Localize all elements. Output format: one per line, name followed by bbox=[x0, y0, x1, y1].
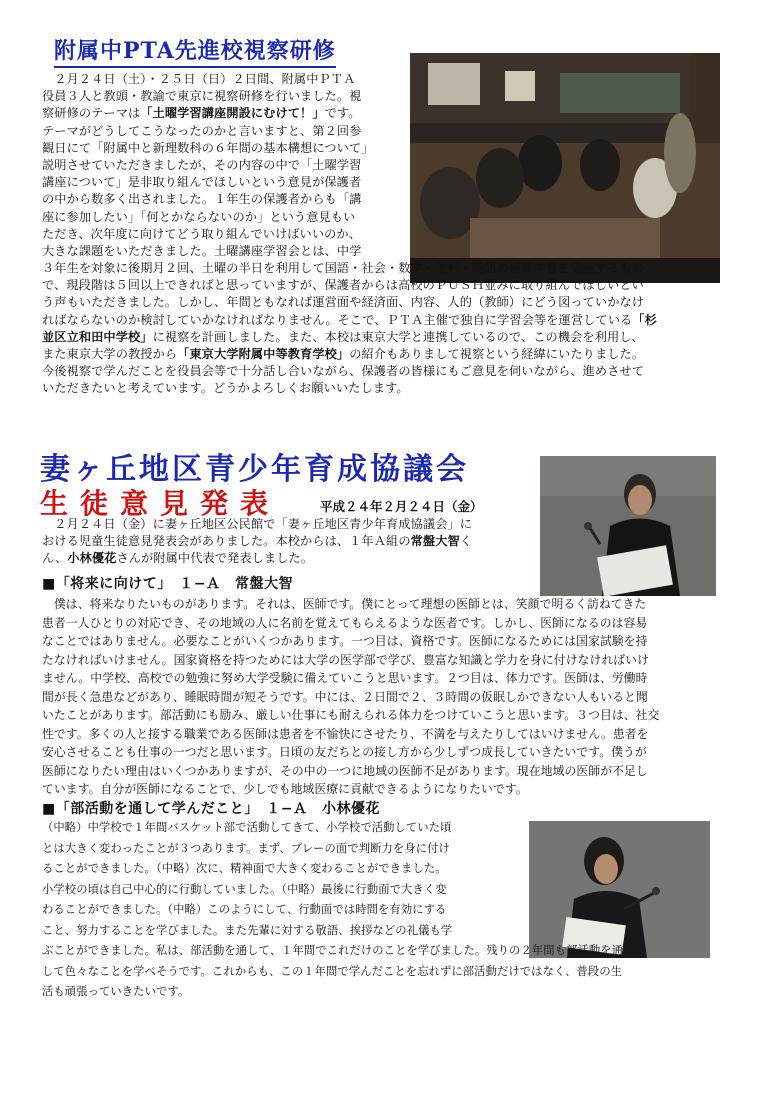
article1-wrapped-paragraph bbox=[42, 71, 414, 260]
classroom-photo bbox=[410, 53, 720, 283]
speech2-line-6: こと、努力することを学びました。また先輩に対する敬語、挨拶などの礼儀も学 bbox=[42, 923, 453, 937]
article1-line-1: ２月２４日（土）・２５日（日）２日間、附属中ＰＴＡ bbox=[42, 72, 356, 86]
article1-closing-line-2: いただきたいと考えています。どうかよろしくお願いいたします。 bbox=[42, 381, 409, 396]
article2-intro-line-2-prefix: おける児童生徒意見発表会がありました。本校からは、１年Ａ組の bbox=[42, 534, 411, 549]
speech1-line-7: いたことがあります。部活動にも励み、厳しい仕事にも耐えられる体力をつけていこうと思います。３つ目は、社交 bbox=[42, 708, 660, 722]
speaker2-photo-image bbox=[529, 821, 710, 958]
article2-intro-line-3 bbox=[42, 550, 542, 567]
article2-subtitle: 生徒意見発表 bbox=[40, 487, 281, 520]
article2-intro-line-3-suffix: さんが附属中代表で発表しました。 bbox=[116, 551, 314, 566]
speech1-line-3: なことではありません。必要なことがいくつかあります。一つ目は、資格です。医師になるためには国家試験を持 bbox=[42, 634, 648, 648]
speech1-line-4: たなければいけません。国家資格を持つためには大学の医学部で学び、豊富な知識と学力を身に付けなければいけ bbox=[42, 652, 649, 667]
speech1-line-6: 間が長く急患などがあり、睡眠時間が短そうです。中には、２日間で２、３時間の仮眠しかできない人もいると聞 bbox=[42, 689, 648, 704]
student2-name: 小林優花 bbox=[67, 551, 117, 566]
speech2-full-line-1: ぶことができました。私は、部活動を通して、１年間でこれだけのことを学びました。残りの２年間も部活動を通 bbox=[42, 944, 624, 957]
speaker2-photo bbox=[529, 821, 710, 958]
article1-closing-line-1: 今後視察で学んだことを役員会等で十分話し合いながら、保護者の皆様にもご意見を伺いながら、進めさせて bbox=[42, 364, 645, 379]
speech1-line-8: 性です。多くの人と接する職業である医師は患者を不愉快にさせたり、不満を与えたりしてはいけません。患者を bbox=[42, 726, 649, 741]
article1-school2-prefix: また東京大学の教授から bbox=[42, 347, 178, 362]
article2-intro-line-3-prefix: ん、 bbox=[42, 551, 68, 566]
article1-line-3-text: 察研修のテーマは bbox=[42, 106, 141, 121]
article1-line-3 bbox=[42, 105, 414, 122]
speech2-heading: ■「部活動を通して学んだこと」 １−Ａ 小林優花 bbox=[42, 801, 380, 817]
speech2-full bbox=[42, 941, 732, 1003]
speech1-line-5: ません。中学校、高校での勉強に努め大学受験に備えていこうと思います。２つ目は、体力です。医師は、労働時 bbox=[42, 671, 648, 685]
article1-full-paragraph bbox=[42, 260, 732, 398]
speech2-full-line-2: して色々なことを学べそうです。これからも、この１年間で学んだことを忘れずに部活動だけではなく、普段の生 bbox=[42, 964, 623, 978]
article1-school2-suffix: の紹介もありまして視察という経緯にいたりました。 bbox=[349, 347, 645, 362]
article1-full-line-4-text: ればならないのか検討していかなければなりません。そこで、ＰＴＡ主催で独自に学習会等を運営している bbox=[42, 312, 633, 327]
article1-full-line-6 bbox=[42, 346, 732, 363]
article1-theme-suffix: です。 bbox=[324, 106, 361, 121]
article1-line-5: 観日にて「附属中と新理数科の６年間の基本構想について」 bbox=[42, 140, 374, 155]
school1-name-part1: 「杉 bbox=[632, 312, 657, 327]
speech1-line-9: 安心させることも仕事の一つだと思います。日頃の友だちとの接し方から少しずつ成長していきたいです。僕うが bbox=[42, 745, 647, 759]
article1-after-school1: に視察を計画しました。また、本校は東京大学と連携しているので、この機会を利用し、 bbox=[152, 329, 644, 344]
article2-title: 妻ヶ丘地区青少年育成協議会 bbox=[40, 452, 469, 487]
speech1-body bbox=[42, 595, 732, 799]
speech2-line-2: とは大きく変わったことが３つあります。まず、プレーの面で判断力を身に付け bbox=[42, 841, 450, 855]
article2-intro bbox=[42, 516, 542, 568]
article2-intro-line-2-suffix: く bbox=[459, 534, 473, 549]
article2-intro-line-1: ２月２４日（金）に妻ヶ丘地区公民館で「妻ヶ丘地区青少年育成協議会」に bbox=[42, 517, 473, 531]
speech2-full-line-3: 活も頑張っていきたいです。 bbox=[42, 985, 190, 998]
seminar-theme: 「土曜学習講座開設にむけて！」 bbox=[140, 106, 325, 121]
article1-line-10: ただき、次年度に向けてどう取り組んでいけばいいのか、 bbox=[42, 226, 361, 241]
speech2-wrapped bbox=[42, 818, 532, 941]
speech1-line-1: 僕は、将来なりたいものがあります。それは、医師です。僕にとって理想の医師とは、笑顔で明るく訪ねてきた bbox=[42, 597, 647, 611]
article1-line-7: 講座について」是非取り組んでほしいという意見が保護者 bbox=[42, 175, 362, 190]
article1-title: 附属中PTA先進校視察研修 bbox=[54, 34, 336, 68]
article1-line-2: 役員３人と教頭・教諭で東京に視察研修を行いました。視 bbox=[42, 89, 362, 104]
article2-date: 平成２４年２月２４日（金） bbox=[320, 499, 483, 514]
school1-name-part2: 並区立和田中学校」 bbox=[42, 329, 153, 344]
speech1-line-11: ています。自分が医師になることで、少しでも地域医療に貢献できるようになりたいです。 bbox=[42, 782, 528, 796]
article2-intro-line-2 bbox=[42, 533, 542, 550]
speech2-line-1: （中略）中学校で１年間バスケット部で活動してきて、小学校で活動していた頃 bbox=[42, 821, 452, 834]
article1-full-line-1: ３年生を対象に後期月２回、土曜の半日を利用して国語・社会・数学・理科・英語の補修学習を実施するもの bbox=[42, 261, 645, 275]
article1-full-line-5 bbox=[42, 329, 732, 346]
article1-full-line-2: で、現段階は５回以上できればと思っていますが、保護者からは高校のＰＵＳＨ並みに取り組んでほしいとい bbox=[42, 278, 644, 293]
speaker1-photo bbox=[540, 456, 716, 596]
article1-line-6: 説明させていただきましたが、その内容の中で「土曜学習 bbox=[42, 158, 362, 173]
article1-line-8: の中から数多く出されました。１年生の保護者からも「講 bbox=[42, 192, 362, 207]
speech2-line-4: 小学校の頃は自己中心的に行動していました。（中略）最後に行動面で大きく変 bbox=[42, 882, 447, 896]
speech2-line-3: ることができました。（中略）次に、精神面で大きく変わることができました。 bbox=[42, 862, 447, 875]
classroom-photo-image bbox=[410, 53, 720, 283]
school2-name: 「東京大学附属中等教育学校」 bbox=[177, 347, 350, 362]
article1-line-4: テーマがどうしてこうなったのかと言いますと、第２回参 bbox=[42, 123, 362, 138]
article1-full-line-3: う声もいただきました。しかし、年間ともなれば運営面や経済面、内容、人的（教師）にどう図っていかなけ bbox=[42, 295, 645, 310]
speech2-line-5: わることができました。（中略）このようにして、行動面では時間を有効にする bbox=[42, 903, 447, 916]
speaker1-photo-image bbox=[540, 456, 716, 596]
article1-line-11: 大きな課題をいただきました。土曜講座学習会とは、中学 bbox=[42, 244, 362, 259]
speech1-heading: ■「将来に向けて」 １−Ａ 常盤大智 bbox=[42, 576, 293, 592]
article1-line-9: 座に参加したい」「何とかならないのか」という意見もい bbox=[42, 209, 356, 224]
speech1-line-10: 医師になりたい理由はいくつかありますが、その中の一つに地域の医師不足があります。現在地域の医師が不足し bbox=[42, 763, 648, 778]
article1-full-line-4 bbox=[42, 312, 732, 329]
speech1-line-2: 患者一人ひとりの対応でき、その地域の人に名前を覚えてもらえるような医者です。しかし、医師になるのは容易 bbox=[42, 615, 648, 630]
student1-name: 常盤大智 bbox=[410, 534, 460, 549]
